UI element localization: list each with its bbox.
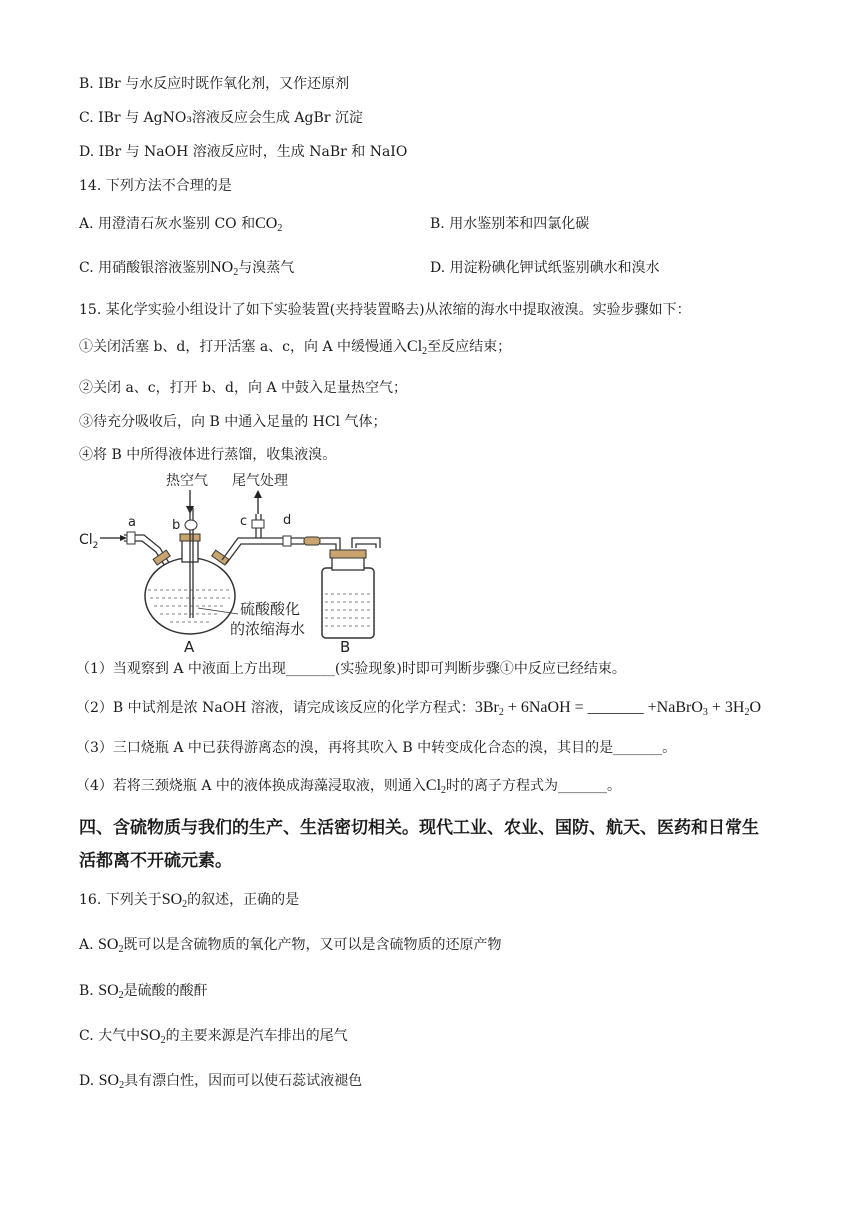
q16-d-formula: $SO_2$ [98,1072,125,1091]
q14-a-text: A. 用澄清石灰水鉴别 CO 和 [79,216,256,232]
q15-step1-text: ①关闭活塞 b、d，打开活塞 a、c，向 A 中缓慢通入 [79,339,408,355]
q14-option-c [79,258,294,283]
liquid-label-2: 的浓缩海水 [230,620,306,638]
q16-option-a: A. $SO_2$既可以是含硫物质的氧化产物，又可以是含硫物质的还原产物 [79,936,502,955]
q14-c-formula: $NO_2$ [210,259,239,278]
flask-a-label: A [184,638,195,656]
cl2-arrow-head [120,535,127,541]
q16-option-c: C. 大气中$SO_2$的主要来源是汽车排出的尾气 [79,1027,348,1046]
q16-c-formula: $SO_2$ [140,1027,166,1046]
valve-a-label: a [128,515,136,530]
q14-stem: 14. 下列方法不合理的是 [79,178,232,194]
apparatus-diagram [76,468,396,656]
q15-sub4-formula: $Cl_2$ [425,777,447,796]
q15-step3: ③待充分吸收后，向 B 中通入足量的 HCl 气体； [79,414,387,430]
outlet-tube [222,538,304,560]
q15-sub4 [76,776,621,801]
q16-stem [79,890,299,915]
q15-sub1: （1）当观察到 A 中液面上方出现_______(实验现象)时即可判断步骤①中反应已经结束。 [76,661,626,677]
q15-step4: ④将 B 中所得液体进行蒸馏，收集液溴。 [79,447,337,463]
q13-option-c: C. IBr 与 AgNO₃溶液反应会生成 AgBr 沉淀 [79,110,363,126]
rubber-connector [304,537,320,545]
section4-heading-line2: 活都离不开硫元素。 [79,851,232,871]
cl2-label: $Cl_2$ [79,532,99,551]
valve-c [252,520,264,528]
hot-air-label: 热空气 [166,473,208,489]
valve-a [127,532,135,544]
bottle-b [322,568,374,638]
q13-option-d: D. IBr 与 NaOH 溶液反应时，生成 NaBr 和 NaIO [79,144,408,160]
q15-sub2-text: （2）B 中试剂是浓 NaOH 溶液，请完成该反应的化学方程式： [76,700,475,716]
q14-option-d: D. 用淀粉碘化钾试纸鉴别碘水和溴水 [430,260,660,276]
tail-gas-label: 尾气处理 [232,473,288,489]
q15-step1-text-post: 至反应结束； [427,339,512,355]
q16-stem-formula: $SO_2$ [161,891,188,910]
q15-sub4-text: （4）若将三颈烧瓶 A 中的液体换成海藻浸取液，则通入 [76,778,426,794]
q15-stem: 15. 某化学实验小组设计了如下实验装置(夹持装置略去)从浓缩的海水中提取液溴。实验步骤如下： [79,302,691,318]
tail-gas-arrow-head [254,490,262,498]
q14-option-a [79,214,282,239]
q16-b-formula: $SO_2$ [98,982,124,1001]
q14-a-formula: $CO_2$ [255,215,283,234]
valve-b [185,520,197,530]
q15-step2: ②关闭 a、c，打开 b、d，向 A 中鼓入足量热空气； [79,380,408,396]
q14-c-text-post: 与溴蒸气 [238,260,295,276]
q15-sub3: （3）三口烧瓶 A 中已获得游离态的溴，再将其吹入 B 中转变成化合态的溴，其目的是_______。 [76,740,677,756]
q13-option-b: B. IBr 与水反应时既作氧化剂，又作还原剂 [79,76,350,92]
q16-stem-text: 16. 下列关于 [79,892,162,908]
bottle-b-label: B [340,638,351,656]
valve-c-label: c [240,514,248,529]
q14-c-text: C. 用硝酸银溶液鉴别 [79,260,211,276]
q16-stem-text-post: 的叙述，正确的是 [187,892,300,908]
q15-sub2-equation: $3Br_2$ + 6NaOH = _______ +NaBrO$_3$ + $3H_2O$ [474,699,762,718]
q15-sub2 [76,698,761,723]
valve-d-label: d [283,513,292,528]
q15-sub4-text-post: 时的离子方程式为_______。 [446,778,622,794]
valve-d [283,536,291,546]
valve-b-label: b [172,518,181,533]
q16-option-d: D. $SO_2$具有漂白性，因而可以使石蕊试液褪色 [79,1072,363,1091]
q14-option-b: B. 用水鉴别苯和四氯化碳 [430,216,590,232]
section4-heading-line1: 四、含硫物质与我们的生产、生活密切相关。现代工业、农业、国防、航天、医药和日常生 [79,818,759,838]
q15-step1-formula: $Cl_2$ [407,338,428,357]
liquid-label-1: 硫酸酸化 [240,600,301,618]
q16-option-b: B. $SO_2$是硫酸的酸酐 [79,982,208,1001]
stopper-b [330,550,366,558]
q16-a-formula: $SO_2$ [98,936,124,955]
q15-step1 [79,337,511,362]
